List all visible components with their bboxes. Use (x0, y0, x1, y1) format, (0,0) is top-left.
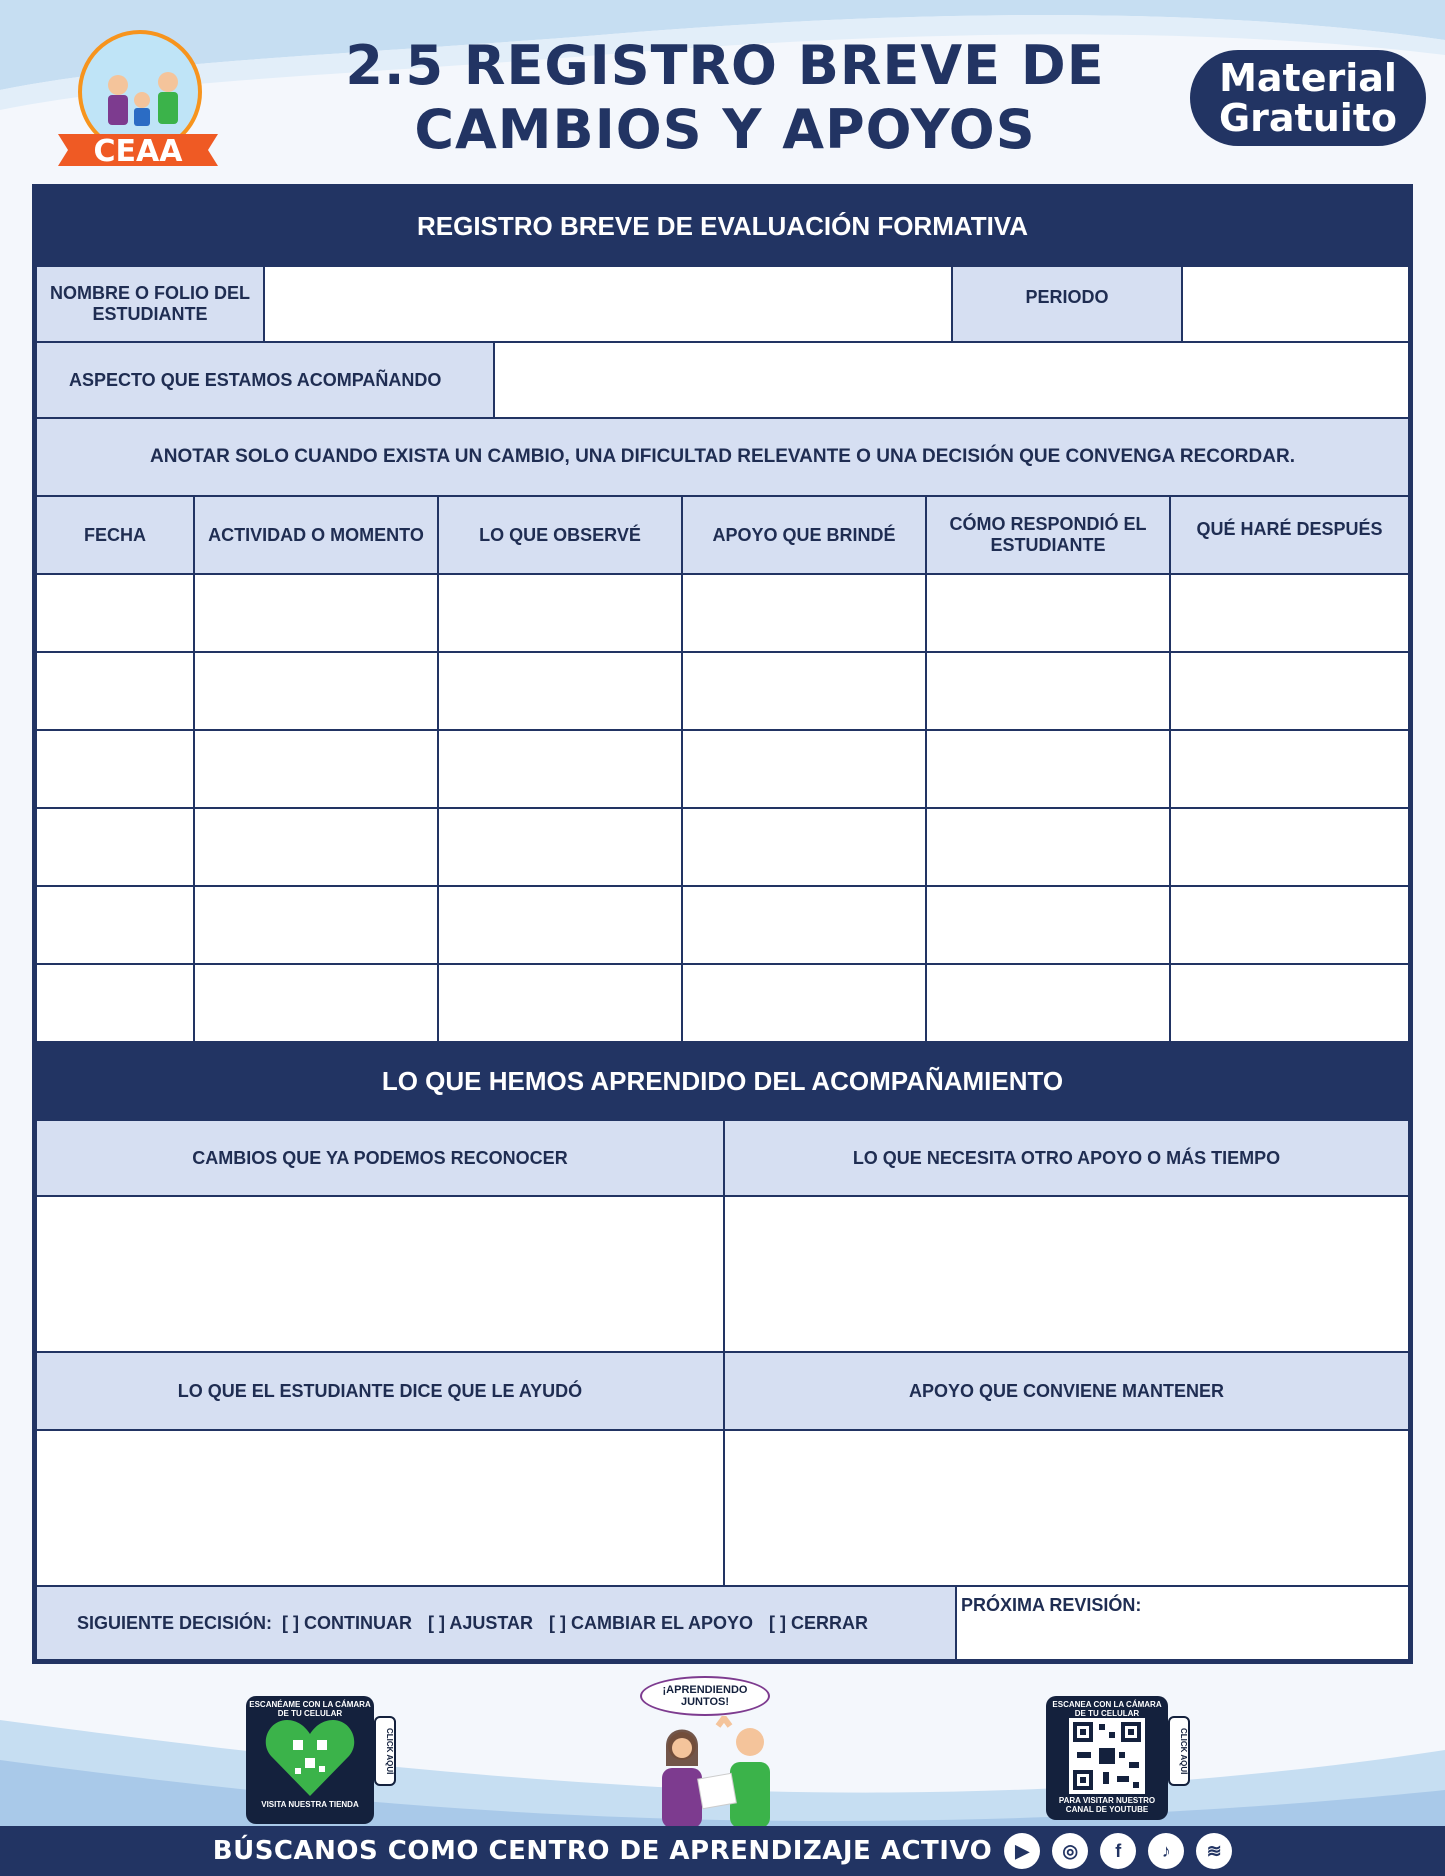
decision-option-ajustar[interactable]: [ ] AJUSTAR (428, 1612, 534, 1633)
record-cell[interactable] (681, 807, 927, 887)
record-cell[interactable] (1169, 573, 1410, 653)
page-title (330, 34, 1120, 162)
free-material-badge (1190, 50, 1426, 146)
record-cell[interactable] (35, 963, 195, 1043)
record-cell[interactable] (437, 729, 683, 809)
speech-bubble: ¡APRENDIENDO JUNTOS! (640, 1676, 770, 1716)
record-cell[interactable] (925, 573, 1171, 653)
record-cell[interactable] (681, 963, 927, 1043)
teachers-illustration (640, 1716, 790, 1828)
youtube-icon[interactable]: ▶ (1004, 1833, 1040, 1869)
box3-label: LO QUE EL ESTUDIANTE DICE QUE LE AYUDÓ (35, 1351, 725, 1431)
record-cell[interactable] (1169, 807, 1410, 887)
record-cell[interactable] (193, 729, 439, 809)
decision-label: SIGUIENTE DECISIÓN: (77, 1612, 273, 1633)
store-qr-card[interactable] (246, 1696, 374, 1824)
record-cell[interactable] (35, 651, 195, 731)
record-cell[interactable] (1169, 729, 1410, 809)
qr-left-click-tag[interactable]: CLICK AQUÍ (374, 1716, 396, 1786)
aspect-label: ASPECTO QUE ESTAMOS ACOMPAÑANDO (35, 341, 495, 419)
record-cell[interactable] (193, 807, 439, 887)
heart-qr-icon (265, 1718, 355, 1798)
period-label: PERIODO (951, 265, 1183, 343)
evaluation-form (32, 184, 1413, 1664)
column-header-observe: LO QUE OBSERVÉ (437, 495, 683, 575)
qr-right-click-tag[interactable]: CLICK AQUÍ (1168, 1716, 1190, 1786)
qr-left-caption-top: ESCANÉAME CON LA CÁMARA DE TU CELULAR (249, 1700, 371, 1718)
record-cell[interactable] (193, 963, 439, 1043)
ceaa-logo (58, 30, 218, 170)
column-header-respondio: CÓMO RESPONDIÓ EL ESTUDIANTE (925, 495, 1171, 575)
record-cell[interactable] (1169, 963, 1410, 1043)
decision-option-continuar[interactable]: [ ] CONTINUAR (282, 1612, 413, 1633)
record-cell[interactable] (35, 885, 195, 965)
spotify-icon[interactable]: ≋ (1196, 1833, 1232, 1869)
badge-line-2: Gratuito (1218, 96, 1398, 140)
qr-left-caption-bottom: VISITA NUESTRA TIENDA (261, 1800, 359, 1809)
record-cell[interactable] (925, 807, 1171, 887)
period-field[interactable] (1181, 265, 1410, 343)
badge-line-1: Material (1219, 56, 1397, 100)
section2-header: LO QUE HEMOS APRENDIDO DEL ACOMPAÑAMIENTO (35, 1041, 1410, 1121)
decision-row (35, 1585, 957, 1661)
box4-field[interactable] (723, 1429, 1410, 1587)
column-header-apoyo: APOYO QUE BRINDÉ (681, 495, 927, 575)
qr-right-caption-top: ESCANEA CON LA CÁMARA DE TU CELULAR (1052, 1700, 1162, 1718)
footer-bar (0, 1826, 1445, 1876)
record-cell[interactable] (925, 963, 1171, 1043)
box3-field[interactable] (35, 1429, 725, 1587)
record-cell[interactable] (925, 729, 1171, 809)
record-cell[interactable] (193, 651, 439, 731)
record-cell[interactable] (35, 729, 195, 809)
next-review-field[interactable] (955, 1585, 1410, 1661)
record-cell[interactable] (437, 573, 683, 653)
box1-label: CAMBIOS QUE YA PODEMOS RECONOCER (35, 1119, 725, 1197)
title-line-2: CAMBIOS Y APOYOS (414, 98, 1036, 161)
record-cell[interactable] (437, 651, 683, 731)
column-header-despues: QUÉ HARÉ DESPUÉS (1169, 495, 1410, 575)
record-cell[interactable] (437, 807, 683, 887)
tiktok-icon[interactable]: ♪ (1148, 1833, 1184, 1869)
title-line-1: 2.5 REGISTRO BREVE DE (345, 34, 1105, 97)
box1-field[interactable] (35, 1195, 725, 1353)
logo-text: CEAA (93, 134, 183, 169)
record-cell[interactable] (925, 885, 1171, 965)
record-cell[interactable] (681, 573, 927, 653)
record-cell[interactable] (35, 573, 195, 653)
record-cell[interactable] (681, 885, 927, 965)
next-review-label: PRÓXIMA REVISIÓN: (961, 1595, 1142, 1615)
column-header-fecha: FECHA (35, 495, 195, 575)
decision-option-cerrar[interactable]: [ ] CERRAR (769, 1612, 869, 1633)
qr-right-caption-bottom: PARA VISITAR NUESTRO CANAL DE YOUTUBE (1058, 1796, 1156, 1814)
column-header-actividad: ACTIVIDAD O MOMENTO (193, 495, 439, 575)
record-cell[interactable] (437, 963, 683, 1043)
student-label: NOMBRE O FOLIO DEL ESTUDIANTE (35, 265, 265, 343)
aspect-field[interactable] (493, 341, 1410, 419)
box2-field[interactable] (723, 1195, 1410, 1353)
footer-text: BÚSCANOS COMO CENTRO DE APRENDIZAJE ACTIVO (212, 1836, 993, 1866)
instagram-icon[interactable]: ◎ (1052, 1833, 1088, 1869)
youtube-qr-card[interactable] (1046, 1696, 1168, 1820)
record-cell[interactable] (681, 729, 927, 809)
instruction-text: ANOTAR SOLO CUANDO EXISTA UN CAMBIO, UNA DIFICULTAD RELEVANTE O UNA DECISIÓN QUE CONVENGA RECORDAR. (35, 417, 1410, 497)
box2-label: LO QUE NECESITA OTRO APOYO O MÁS TIEMPO (723, 1119, 1410, 1197)
qr-code-icon (1069, 1718, 1145, 1794)
record-cell[interactable] (437, 885, 683, 965)
decision-option-cambiar[interactable]: [ ] CAMBIAR EL APOYO (549, 1612, 754, 1633)
record-cell[interactable] (1169, 885, 1410, 965)
record-cell[interactable] (35, 807, 195, 887)
record-cell[interactable] (925, 651, 1171, 731)
record-cell[interactable] (193, 573, 439, 653)
section1-header: REGISTRO BREVE DE EVALUACIÓN FORMATIVA (35, 187, 1410, 265)
box4-label: APOYO QUE CONVIENE MANTENER (723, 1351, 1410, 1431)
record-cell[interactable] (193, 885, 439, 965)
facebook-icon[interactable]: f (1100, 1833, 1136, 1869)
record-cell[interactable] (1169, 651, 1410, 731)
student-field[interactable] (263, 265, 953, 343)
record-cell[interactable] (681, 651, 927, 731)
